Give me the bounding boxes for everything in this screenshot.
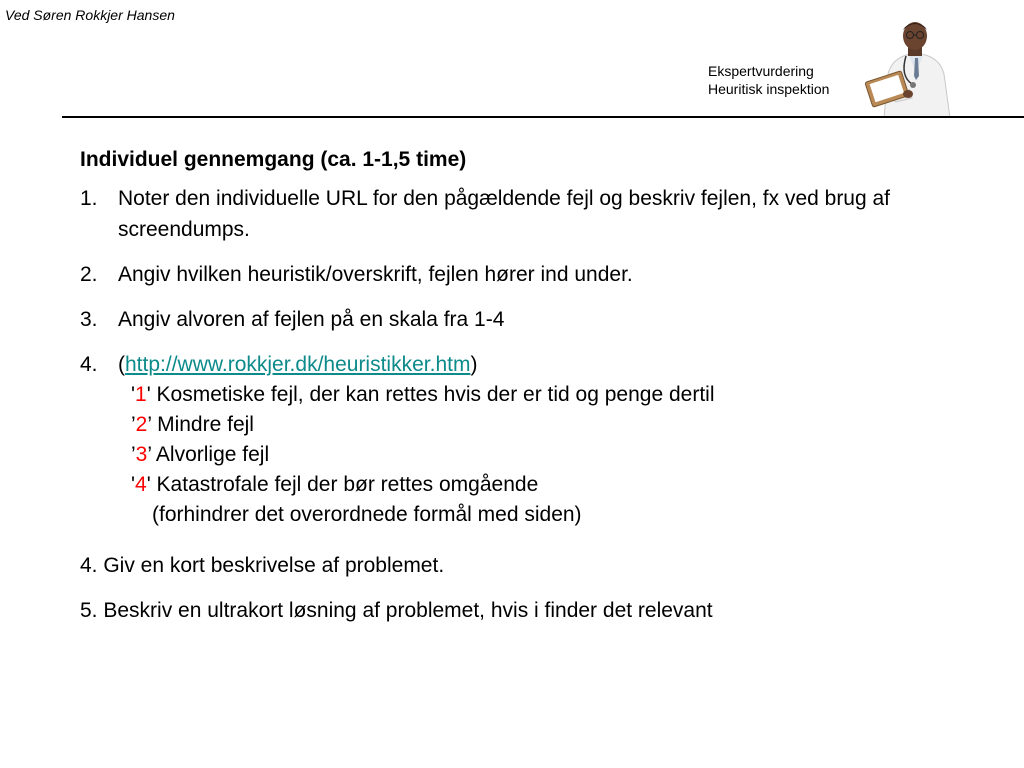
list-item bbox=[80, 349, 960, 530]
list-number: 3. bbox=[80, 308, 98, 331]
severity-number: 4 bbox=[135, 473, 147, 496]
quote-mark: ’ bbox=[131, 443, 136, 466]
list-item bbox=[80, 183, 960, 245]
link-close-paren: ) bbox=[470, 353, 478, 376]
quote-mark: ' bbox=[131, 473, 136, 496]
severity-text: Kosmetiske fejl, der kan rettes hvis der er tid og penge dertil bbox=[150, 383, 715, 406]
quote-mark: ' bbox=[146, 473, 151, 496]
header-divider bbox=[62, 116, 1024, 118]
header-line-1: Ekspertvurdering bbox=[708, 63, 814, 79]
severity-number: 3 bbox=[135, 443, 148, 466]
closing-step: 5. Beskriv en ultrakort løsning af problemet, hvis i finder det relevant bbox=[80, 599, 713, 622]
doctor-with-clipboard-icon bbox=[862, 14, 962, 118]
author-credit: Ved Søren Rokkjer Hansen bbox=[5, 7, 175, 23]
list-text: Angiv hvilken heuristik/overskrift, fejlen hører ind under. bbox=[118, 263, 633, 286]
severity-text: Alvorlige fejl bbox=[151, 443, 270, 466]
severity-number: 1 bbox=[135, 383, 147, 406]
severity-text: Katastrofale fejl der bør rettes omgående bbox=[150, 473, 539, 496]
quote-mark: ’ bbox=[147, 413, 152, 436]
link-open-paren: ( bbox=[118, 353, 125, 376]
list-number: 1. bbox=[80, 187, 98, 210]
header-line-2: Heuritisk inspektion bbox=[708, 81, 830, 97]
quote-mark: ' bbox=[131, 383, 136, 406]
slide-header bbox=[708, 62, 829, 98]
slide-body bbox=[80, 144, 960, 640]
severity-item bbox=[118, 440, 960, 470]
severity-item bbox=[118, 380, 960, 410]
list-item bbox=[80, 259, 960, 290]
severity-item bbox=[118, 410, 960, 440]
list-text: Noter den individuelle URL for den pågældende fejl og beskriv fejlen, fx ved brug af screendumps. bbox=[118, 187, 891, 241]
list-number: 2. bbox=[80, 263, 98, 286]
severity-item bbox=[118, 470, 960, 500]
severity-note: (forhindrer det overordnede formål med siden) bbox=[152, 503, 582, 526]
list-link-line bbox=[118, 349, 960, 380]
quote-mark: ' bbox=[146, 383, 151, 406]
heuristics-link[interactable]: http://www.rokkjer.dk/heuristikker.htm bbox=[125, 353, 471, 376]
severity-number: 2 bbox=[135, 413, 148, 436]
list-item bbox=[80, 304, 960, 335]
list-number: 4. bbox=[80, 353, 98, 376]
closing-step: 4. Giv en kort beskrivelse af problemet. bbox=[80, 554, 445, 577]
severity-text: Mindre fejl bbox=[151, 413, 254, 436]
list-text: Angiv alvoren af fejlen på en skala fra 1-4 bbox=[118, 308, 505, 331]
quote-mark: ’ bbox=[131, 413, 136, 436]
quote-mark: ’ bbox=[147, 443, 152, 466]
section-heading: Individuel gennemgang (ca. 1-1,5 time) bbox=[80, 148, 467, 171]
